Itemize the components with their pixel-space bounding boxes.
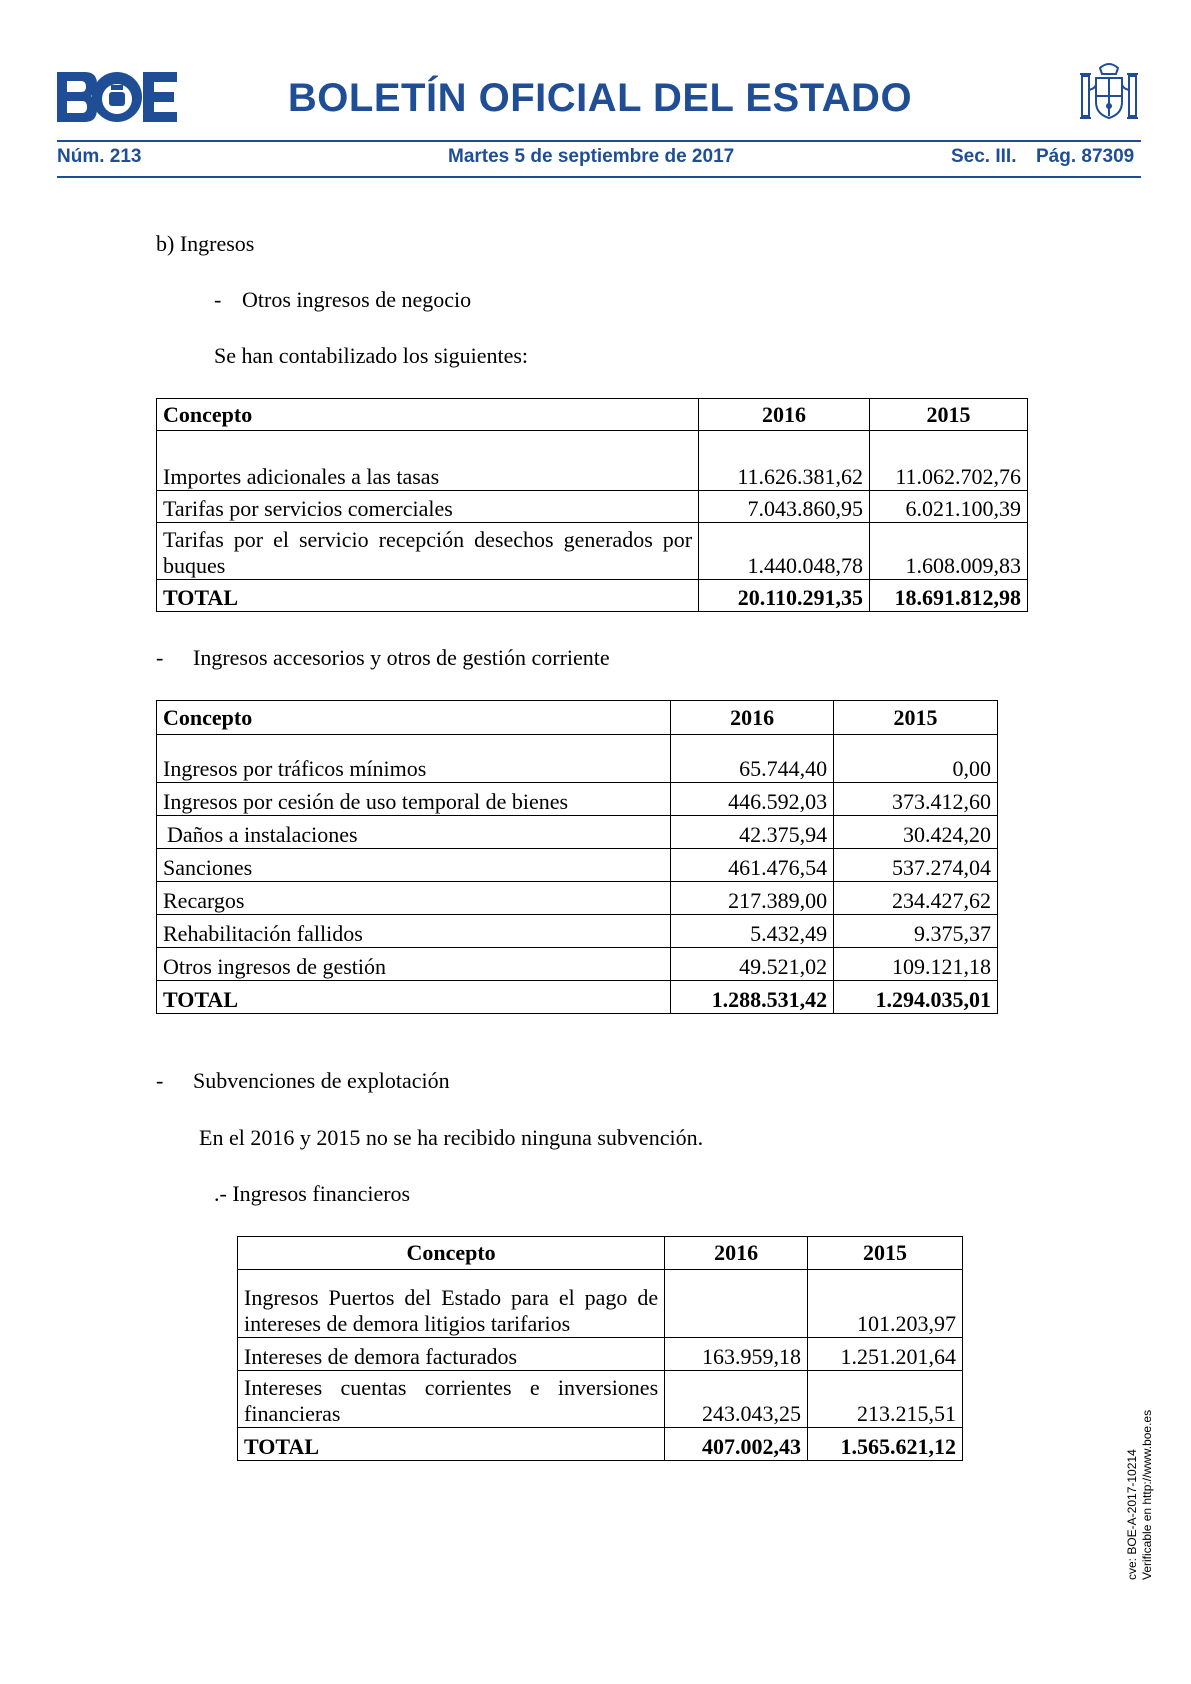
- bullet-dash: -: [214, 287, 222, 312]
- total-2015: 18.691.812,98: [870, 580, 1028, 612]
- value-2016: 243.043,25: [665, 1371, 808, 1428]
- verification-link: Verificable en http://www.boe.es: [1140, 1409, 1154, 1580]
- value-2015: 9.375,37: [834, 915, 998, 948]
- subsection-heading: Ingresos accesorios y otros de gestión corriente: [193, 645, 610, 670]
- value-2015: 101.203,97: [808, 1270, 963, 1338]
- value-2016: 49.521,02: [671, 948, 834, 981]
- value-2015: 0,00: [834, 735, 998, 783]
- row-label: Intereses cuentas corrientes e inversiones financieras: [238, 1371, 665, 1428]
- table-ingresos-financieros: [237, 1236, 963, 1461]
- table-row: [157, 849, 998, 882]
- column-header: Concepto: [157, 399, 699, 431]
- subsection-heading: .- Ingresos financieros: [214, 1181, 411, 1206]
- issue-number: Núm. 213: [57, 146, 142, 167]
- value-2016: 11.626.381,62: [699, 431, 870, 491]
- total-2016: 20.110.291,35: [699, 580, 870, 612]
- table-row: [157, 431, 1028, 491]
- column-header: 2015: [870, 399, 1028, 431]
- column-header: 2015: [834, 701, 998, 735]
- header-divider-top: [57, 140, 1141, 142]
- bullet-dash: -: [156, 645, 164, 670]
- total-2016: 407.002,43: [665, 1428, 808, 1461]
- column-header: Concepto: [157, 701, 671, 735]
- total-row: [157, 981, 998, 1014]
- row-label: Ingresos por cesión de uso temporal de bienes: [157, 783, 671, 816]
- page-title: BOLETÍN OFICIAL DEL ESTADO: [287, 76, 913, 120]
- value-2015: 1.608.009,83: [870, 523, 1028, 580]
- section-label: Sec. III.: [951, 146, 1017, 167]
- total-label: TOTAL: [238, 1428, 665, 1461]
- table-row: [157, 915, 998, 948]
- value-2015: 537.274,04: [834, 849, 998, 882]
- value-2016: 5.432,49: [671, 915, 834, 948]
- value-2015: 109.121,18: [834, 948, 998, 981]
- page-number: Pág. 87309: [1036, 146, 1135, 167]
- bullet-dash: -: [156, 1068, 164, 1093]
- value-2016: 1.440.048,78: [699, 523, 870, 580]
- row-label: Otros ingresos de gestión: [157, 948, 671, 981]
- value-2015: 373.412,60: [834, 783, 998, 816]
- table-otros-ingresos: [156, 398, 1028, 612]
- table-row: [157, 882, 998, 915]
- header-divider-bottom: [57, 176, 1141, 178]
- total-2015: 1.294.035,01: [834, 981, 998, 1014]
- value-2016: 42.375,94: [671, 816, 834, 849]
- column-header: 2015: [808, 1237, 963, 1270]
- table-row: [157, 735, 998, 783]
- issue-date: Martes 5 de septiembre de 2017: [448, 146, 735, 167]
- total-label: TOTAL: [157, 580, 699, 612]
- total-label: TOTAL: [157, 981, 671, 1014]
- subsection-heading: Otros ingresos de negocio: [242, 287, 472, 312]
- value-2016: 65.744,40: [671, 735, 834, 783]
- table-row: [238, 1338, 963, 1371]
- total-row: [157, 580, 1028, 612]
- row-label: Sanciones: [157, 849, 671, 882]
- total-2016: 1.288.531,42: [671, 981, 834, 1014]
- column-header: 2016: [665, 1237, 808, 1270]
- row-label: Tarifas por el servicio recepción desechos generados por buques: [157, 523, 699, 580]
- boe-logo: [57, 72, 177, 122]
- total-row: [238, 1428, 963, 1461]
- row-label: Rehabilitación fallidos: [157, 915, 671, 948]
- value-2015: 11.062.702,76: [870, 431, 1028, 491]
- column-header: 2016: [671, 701, 834, 735]
- table-row: [157, 491, 1028, 523]
- table-row: [157, 948, 998, 981]
- table-row: [157, 783, 998, 816]
- value-2015: 1.251.201,64: [808, 1338, 963, 1371]
- value-2015: 213.215,51: [808, 1371, 963, 1428]
- row-label: Intereses de demora facturados: [238, 1338, 665, 1371]
- value-2016: 7.043.860,95: [699, 491, 870, 523]
- coat-of-arms-icon: [1078, 60, 1140, 130]
- row-label: Ingresos por tráficos mínimos: [157, 735, 671, 783]
- cve-code: cve: BOE-A-2017-10214: [1125, 1449, 1139, 1580]
- total-2015: 1.565.621,12: [808, 1428, 963, 1461]
- value-2016: 461.476,54: [671, 849, 834, 882]
- intro-text: Se han contabilizado los siguientes:: [214, 343, 529, 368]
- column-header: Concepto: [238, 1237, 665, 1270]
- table-row: [238, 1270, 963, 1338]
- value-2016: [665, 1270, 808, 1338]
- column-header: 2016: [699, 399, 870, 431]
- table-row: [238, 1371, 963, 1428]
- table-row: [157, 523, 1028, 580]
- value-2015: 30.424,20: [834, 816, 998, 849]
- row-label: Ingresos Puertos del Estado para el pago de intereses de demora litigios tarifarios: [238, 1270, 665, 1338]
- row-label: Tarifas por servicios comerciales: [157, 491, 699, 523]
- row-label: Daños a instalaciones: [157, 816, 671, 849]
- subvention-text: En el 2016 y 2015 no se ha recibido ninguna subvención.: [199, 1125, 704, 1150]
- row-label: Recargos: [157, 882, 671, 915]
- row-label: Importes adicionales a las tasas: [157, 431, 699, 491]
- table-ingresos-accesorios: [156, 700, 998, 1014]
- value-2015: 234.427,62: [834, 882, 998, 915]
- subsection-heading: Subvenciones de explotación: [193, 1068, 450, 1093]
- table-row: [157, 816, 998, 849]
- value-2016: 217.389,00: [671, 882, 834, 915]
- verification-note: [1125, 1410, 1155, 1580]
- value-2016: 446.592,03: [671, 783, 834, 816]
- section-heading: b) Ingresos: [156, 231, 255, 256]
- value-2016: 163.959,18: [665, 1338, 808, 1371]
- value-2015: 6.021.100,39: [870, 491, 1028, 523]
